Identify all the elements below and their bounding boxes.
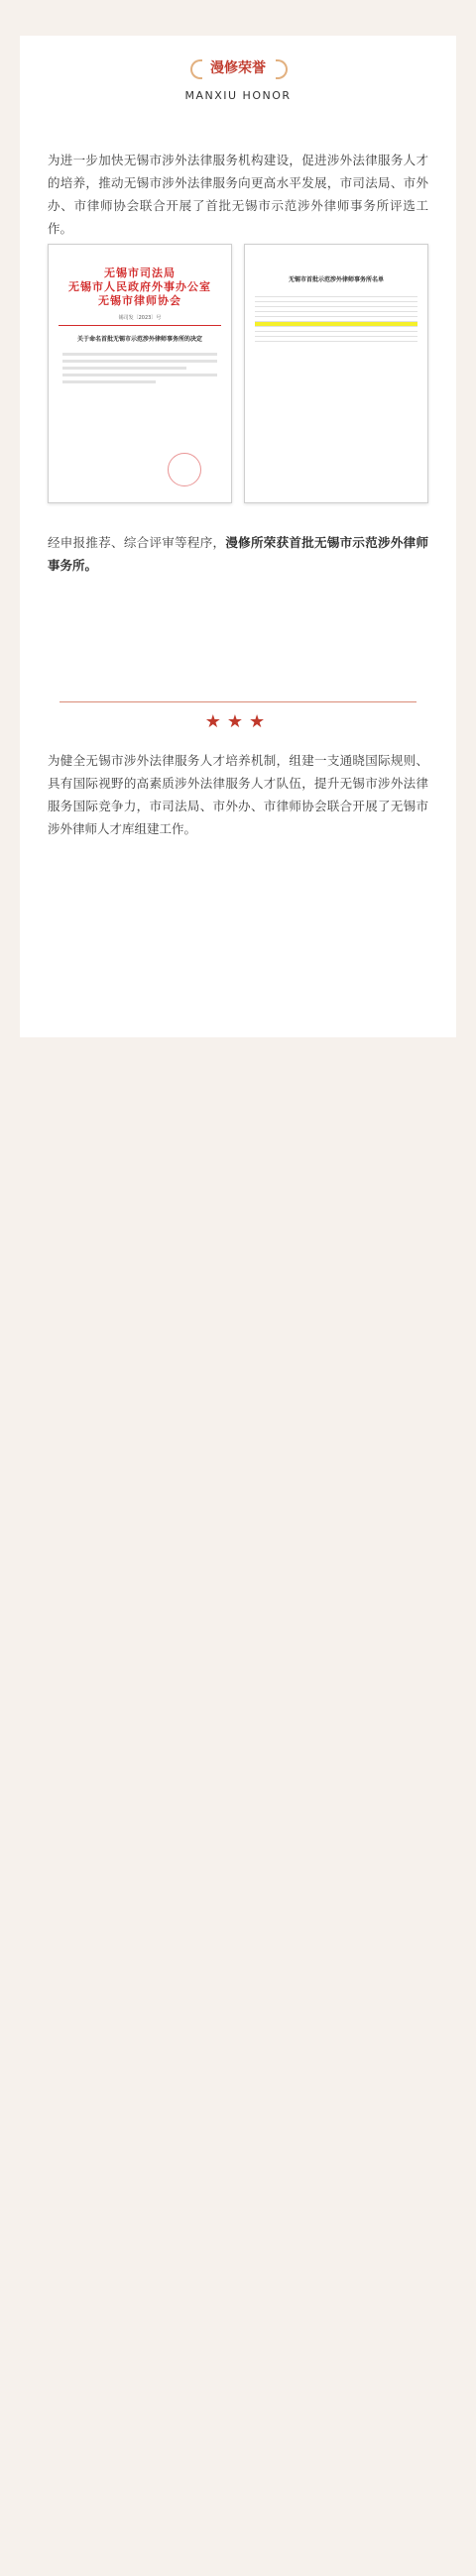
laurel-right-icon <box>274 57 288 77</box>
doc-number: 锡司发〔2023〕号 <box>118 315 162 321</box>
doc-org2: 无锡市人民政府外事办公室 <box>68 280 211 293</box>
stars-divider: ★★★ <box>204 711 272 732</box>
seal-stamp <box>168 453 201 486</box>
section2-intro: 为健全无锡市涉外法律服务人才培养机制，组建一支通晓国际规则、具有国际视野的高素质涉外法律服务人才队伍，提升无锡市涉外法律服务国际竞争力，市司法局、市外办、市律师协会联合开展了无锡市涉外律师人才库组建工作。 <box>48 753 428 836</box>
honor-subtitle: MANXIU HONOR <box>184 89 292 102</box>
doc-list-heading: 无锡市首批示范涉外律师事务所名单 <box>288 276 384 283</box>
article-card <box>20 36 456 1036</box>
doc-org1: 无锡市司法局 <box>104 267 176 279</box>
section1-result-prefix: 经申报推荐、综合评审等程序， <box>48 535 226 550</box>
section1-intro: 为进一步加快无锡市涉外法律服务机构建设，促进涉外法律服务人才的培养，推动无锡市涉外法律服务向更高水平发展，市司法局、市外办、市律师协会联合开展了首批无锡市示范涉外律师事务所评选工作。 <box>48 153 428 236</box>
doc-heading: 关于命名首批无锡市示范涉外律师事务所的决定 <box>76 336 202 343</box>
section1-result-bold: 漫修所荣获首批无锡市示范涉外律师事务所。 <box>48 535 428 573</box>
doc-org3: 无锡市律师协会 <box>98 294 181 307</box>
honor-header <box>20 57 456 102</box>
honor-title <box>188 57 288 77</box>
section-divider <box>60 701 416 702</box>
document-image-decision <box>48 244 232 503</box>
doc-divider <box>59 325 221 326</box>
section1-result <box>48 531 428 577</box>
doc-list-table <box>255 292 417 342</box>
laurel-left-icon <box>188 57 202 77</box>
honor-title-text: 漫修荣誉 <box>210 60 266 76</box>
document-image-list <box>244 244 428 503</box>
